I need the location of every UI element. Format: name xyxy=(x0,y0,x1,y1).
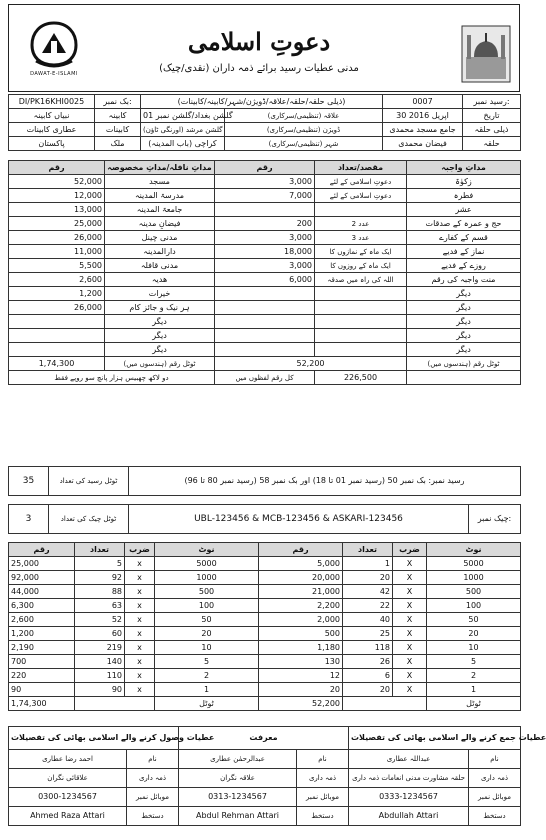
note-amount: 20,000 xyxy=(259,571,343,585)
donation-row xyxy=(9,217,521,231)
row-purpose: 3 عدد xyxy=(315,231,407,245)
note-amount: 2,600 xyxy=(9,613,75,627)
note-count: 5 xyxy=(75,557,125,571)
note-amount: 44,000 xyxy=(9,585,75,599)
notes-breakdown xyxy=(8,542,520,711)
row-amount-2 xyxy=(215,343,315,357)
witness-title: معرفت xyxy=(179,727,349,750)
note-count: 25 xyxy=(343,627,393,641)
notes-col-amount: رقم xyxy=(9,543,75,557)
info-cell: نبیاں کابینہ xyxy=(9,109,95,123)
notes-total-label: ٹوٹل xyxy=(427,697,521,711)
collector-mobile: 0333-1234567 xyxy=(349,788,469,807)
masjid-icon xyxy=(461,25,511,83)
notes-row xyxy=(9,613,521,627)
row-wajiba: حج و عمرہ کے صدقات xyxy=(407,217,521,231)
row-wajiba: زکوٰۃ xyxy=(407,175,521,189)
note-mult: x xyxy=(125,599,155,613)
signatures xyxy=(8,726,546,826)
note-count: 219 xyxy=(75,641,125,655)
row-purpose xyxy=(315,343,407,357)
note-count: 92 xyxy=(75,571,125,585)
row-amount: 1,200 xyxy=(9,287,105,301)
note-count: 1 xyxy=(343,557,393,571)
col-purpose: مقصد/تعداد xyxy=(315,161,407,175)
receipt-number-label: رسید نمبر: xyxy=(463,95,521,109)
note-denomination: 5 xyxy=(155,655,259,669)
notes-row xyxy=(9,599,521,613)
row-amount xyxy=(9,343,105,357)
row-amount-2: 3,000 xyxy=(215,231,315,245)
col-amount-2: رقم xyxy=(215,161,315,175)
notes-row xyxy=(9,557,521,571)
mobile-label: موبائل نمبر xyxy=(297,788,349,807)
dawat-e-islami-logo xyxy=(15,19,93,85)
note-mult: X xyxy=(393,683,427,697)
row-amount-2 xyxy=(215,315,315,329)
note-amount: 92,000 xyxy=(9,571,75,585)
donation-row xyxy=(9,343,521,357)
row-amount: 52,000 xyxy=(9,175,105,189)
note-count: 110 xyxy=(75,669,125,683)
note-denomination: 100 xyxy=(427,599,521,613)
note-count: 6 xyxy=(343,669,393,683)
row-amount: 12,000 xyxy=(9,189,105,203)
note-denomination: 1000 xyxy=(427,571,521,585)
note-denomination: 1000 xyxy=(155,571,259,585)
note-mult: x xyxy=(125,571,155,585)
note-count: 20 xyxy=(343,683,393,697)
note-denomination: 10 xyxy=(427,641,521,655)
row-wajiba: منت واجبہ کی رقم xyxy=(407,273,521,287)
info-label: تاریخ xyxy=(463,109,521,123)
note-amount: 5,000 xyxy=(259,557,343,571)
note-amount: 2,190 xyxy=(9,641,75,655)
receiver-name: احمد رضا عطاری xyxy=(9,750,127,769)
page-subtitle: مدنی عطیات رسید برائے ذمہ داران (نقدی/چیک) xyxy=(159,63,359,74)
note-amount: 6,300 xyxy=(9,599,75,613)
notes-row xyxy=(9,627,521,641)
info-cell: فیضان محمدی xyxy=(383,137,463,151)
sign-label: دستخط xyxy=(297,807,349,826)
note-mult: X xyxy=(393,585,427,599)
row-nafila: فیضانِ مدینہ xyxy=(105,217,215,231)
duty-label: ذمہ داری xyxy=(127,769,179,788)
row-wajiba: عشر xyxy=(407,203,521,217)
note-mult: x xyxy=(125,585,155,599)
receiver-mobile: 0300-1234567 xyxy=(9,788,127,807)
notes-row xyxy=(9,641,521,655)
note-count: 40 xyxy=(343,613,393,627)
duty-label: ذمہ داری xyxy=(297,769,349,788)
amount-in-words: دو لاکھ چھبیس ہزار پانچ سو روپے فقط xyxy=(9,371,215,385)
note-amount: 90 xyxy=(9,683,75,697)
receiver-duty: علاقائی نگران xyxy=(9,769,127,788)
note-denomination: 20 xyxy=(427,627,521,641)
receiver-title: عطیات وصول کرنے والے اسلامی بھائی کی تفصیلات xyxy=(9,727,179,750)
notes-row xyxy=(9,669,521,683)
notes-row xyxy=(9,585,521,599)
donation-row xyxy=(9,259,521,273)
total-right: 52,200 xyxy=(215,357,407,371)
row-purpose xyxy=(315,329,407,343)
words-label: کل رقم لفظوں میں xyxy=(215,371,315,385)
note-denomination: 20 xyxy=(155,627,259,641)
notes-col-amount: رقم xyxy=(259,543,343,557)
row-amount: 13,000 xyxy=(9,203,105,217)
collector-signature: Abdullah Attari xyxy=(349,807,469,826)
row-purpose xyxy=(315,203,407,217)
row-purpose: 2 عدد xyxy=(315,217,407,231)
notes-row xyxy=(9,655,521,669)
row-wajiba: دیگر xyxy=(407,315,521,329)
row-amount xyxy=(9,329,105,343)
note-mult: x xyxy=(125,557,155,571)
cheque-count-label: ٹوٹل چیک کی تعداد xyxy=(49,505,129,534)
note-denomination: 500 xyxy=(427,585,521,599)
note-denomination: 50 xyxy=(155,613,259,627)
book-number: DI/PK16KHI0025 xyxy=(9,95,95,109)
receipt-count: 35 xyxy=(9,467,49,496)
row-nafila: ھدیہ xyxy=(105,273,215,287)
info-label: ذیلی حلقہ xyxy=(463,123,521,137)
note-denomination: 5000 xyxy=(427,557,521,571)
row-amount: 11,000 xyxy=(9,245,105,259)
note-amount: 700 xyxy=(9,655,75,669)
donation-row xyxy=(9,231,521,245)
row-amount xyxy=(9,315,105,329)
witness-name: عبدالرحمٰن عطاری xyxy=(179,750,297,769)
row-nafila: مدنی قافلہ xyxy=(105,259,215,273)
header xyxy=(8,4,520,92)
info-label: علاقہ (تنظیمی/سرکاری) xyxy=(225,109,383,123)
row-nafila: جامعۃ المدینہ xyxy=(105,203,215,217)
donation-row xyxy=(9,175,521,189)
cheque-count-section xyxy=(8,504,520,534)
notes-col-count: تعداد xyxy=(343,543,393,557)
note-count: 140 xyxy=(75,655,125,669)
donation-row xyxy=(9,301,521,315)
note-amount: 12 xyxy=(259,669,343,683)
row-wajiba: دیگر xyxy=(407,329,521,343)
total-left-label: ٹوٹل رقم (ہندسوں میں) xyxy=(105,357,215,371)
info-cell: جامع مسجد محمدی xyxy=(383,123,463,137)
note-denomination: 2 xyxy=(427,669,521,683)
green-dome-image xyxy=(461,25,511,83)
note-count: 118 xyxy=(343,641,393,655)
donation-row xyxy=(9,329,521,343)
row-amount-2: 6,000 xyxy=(215,273,315,287)
logo-icon xyxy=(24,19,84,71)
info-cell: 30 اپریل 2016 xyxy=(383,109,463,123)
row-wajiba: نماز کے فدیے xyxy=(407,245,521,259)
note-mult: X xyxy=(393,571,427,585)
note-mult: X xyxy=(393,557,427,571)
row-nafila: مسجد xyxy=(105,175,215,189)
col-nafila: مداتِ نافلہ/مداتِ مخصوصہ xyxy=(105,161,215,175)
row-wajiba: فطرہ xyxy=(407,189,521,203)
row-purpose xyxy=(315,287,407,301)
note-denomination: 5 xyxy=(427,655,521,669)
row-nafila: مدنی چینل xyxy=(105,231,215,245)
info-cell: گلشن بغداد/گلشن نمبر 01 xyxy=(141,109,225,123)
note-mult: X xyxy=(393,599,427,613)
info-label: ملک xyxy=(95,137,141,151)
row-amount-2: 7,000 xyxy=(215,189,315,203)
note-count: 60 xyxy=(75,627,125,641)
collector-title: عطیات جمع کرنے والے اسلامی بھائی کی تفصیلات xyxy=(349,727,521,750)
info-label: حلقہ xyxy=(463,137,521,151)
notes-total-label: ٹوٹل xyxy=(155,697,259,711)
info-label: کابینات xyxy=(95,123,141,137)
donation-row xyxy=(9,245,521,259)
info-cell: پاکستان xyxy=(9,137,95,151)
row-nafila: مدرسۃ المدینہ xyxy=(105,189,215,203)
note-mult: x xyxy=(125,613,155,627)
row-purpose xyxy=(315,315,407,329)
row-amount-2: 3,000 xyxy=(215,259,315,273)
total-left: 1,74,300 xyxy=(9,357,105,371)
cheque-numbers: UBL-123456 & MCB-123456 & ASKARI-123456 xyxy=(129,505,469,534)
row-nafila: خیرات xyxy=(105,287,215,301)
note-count: 90 xyxy=(75,683,125,697)
row-amount-2: 3,000 xyxy=(215,175,315,189)
notes-col-count: تعداد xyxy=(75,543,125,557)
mobile-label: موبائل نمبر xyxy=(127,788,179,807)
mobile-label: موبائل نمبر xyxy=(469,788,521,807)
info-cell: گلشن مرشد (اورنگی ٹاؤن) xyxy=(141,123,225,137)
note-denomination: 50 xyxy=(427,613,521,627)
info-cell: عطاری کابینات xyxy=(9,123,95,137)
note-mult: X xyxy=(393,627,427,641)
note-amount: 1,200 xyxy=(9,627,75,641)
donation-row xyxy=(9,287,521,301)
note-denomination: 5000 xyxy=(155,557,259,571)
name-label: نام xyxy=(469,750,521,769)
donation-row xyxy=(9,315,521,329)
row-nafila: دارالمدینہ xyxy=(105,245,215,259)
note-amount: 2,200 xyxy=(259,599,343,613)
total-right-label: ٹوٹل رقم (ہندسوں میں) xyxy=(407,357,521,371)
row-purpose xyxy=(315,301,407,315)
receipt-page xyxy=(8,4,546,832)
row-wajiba: دیگر xyxy=(407,343,521,357)
note-mult: X xyxy=(393,613,427,627)
note-amount: 500 xyxy=(259,627,343,641)
info-label: شہر (تنظیمی/سرکاری) xyxy=(225,137,383,151)
row-amount: 5,500 xyxy=(9,259,105,273)
row-purpose: ایک ماہ کے نمازوں کا xyxy=(315,245,407,259)
row-wajiba: قسم کے کفارے xyxy=(407,231,521,245)
notes-col-mult: ضرب xyxy=(393,543,427,557)
note-count: 88 xyxy=(75,585,125,599)
witness-duty: علاقہ نگران xyxy=(179,769,297,788)
note-count: 22 xyxy=(343,599,393,613)
note-denomination: 500 xyxy=(155,585,259,599)
note-denomination: 1 xyxy=(155,683,259,697)
note-amount: 21,000 xyxy=(259,585,343,599)
note-count: 52 xyxy=(75,613,125,627)
notes-row xyxy=(9,683,521,697)
info-label: ڈویژن (تنظیمی/سرکاری) xyxy=(225,123,383,137)
sign-label: دستخط xyxy=(469,807,521,826)
name-label: نام xyxy=(297,750,349,769)
witness-signature: Abdul Rehman Attari xyxy=(179,807,297,826)
notes-col-note: نوٹ xyxy=(427,543,521,557)
notes-row xyxy=(9,571,521,585)
note-count: 63 xyxy=(75,599,125,613)
row-wajiba: دیگر xyxy=(407,287,521,301)
row-purpose: ایک ماہ کے روزوں کا xyxy=(315,259,407,273)
name-label: نام xyxy=(127,750,179,769)
book-number-label: بک نمبر: xyxy=(95,95,141,109)
info-cell: کراچی (باب المدینہ) xyxy=(141,137,225,151)
row-amount-2 xyxy=(215,329,315,343)
row-nafila: دیگر xyxy=(105,315,215,329)
row-amount: 25,000 xyxy=(9,217,105,231)
row-amount: 26,000 xyxy=(9,231,105,245)
row-amount-2 xyxy=(215,203,315,217)
row-purpose: دعوتِ اسلامی کے لئے xyxy=(315,189,407,203)
collector-name: عبداللہ عطاری xyxy=(349,750,469,769)
duty-label: ذمہ داری xyxy=(469,769,521,788)
note-denomination: 100 xyxy=(155,599,259,613)
note-amount: 20 xyxy=(259,683,343,697)
row-amount-2 xyxy=(215,301,315,315)
note-mult: x xyxy=(125,627,155,641)
level-text: (ذیلی حلقہ/حلقہ/علاقہ/ڈویژن/شہر/کابینہ/کابینات) xyxy=(141,95,383,109)
witness-mobile: 0313-1234567 xyxy=(179,788,297,807)
row-amount-2: 200 xyxy=(215,217,315,231)
note-amount: 2,000 xyxy=(259,613,343,627)
note-mult: x xyxy=(125,683,155,697)
notes-col-note: نوٹ xyxy=(155,543,259,557)
collector-duty: حلقہ مشاورت مدنی انعامات ذمہ داری xyxy=(349,769,469,788)
donation-row xyxy=(9,189,521,203)
row-amount: 2,600 xyxy=(9,273,105,287)
note-denomination: 2 xyxy=(155,669,259,683)
note-count: 26 xyxy=(343,655,393,669)
donation-row xyxy=(9,203,521,217)
note-amount: 130 xyxy=(259,655,343,669)
note-mult: x xyxy=(125,641,155,655)
receipt-number: 0007 xyxy=(383,95,463,109)
row-nafila: دیگر xyxy=(105,343,215,357)
notes-total-left: 1,74,300 xyxy=(9,697,75,711)
note-mult: X xyxy=(393,655,427,669)
cheque-numbers-label: چیک نمبر: xyxy=(469,505,521,534)
receiver-signature: Ahmed Raza Attari xyxy=(9,807,127,826)
row-purpose: اللہ کی راہ میں صدقہ xyxy=(315,273,407,287)
receipt-count-label: ٹوٹل رسید کی تعداد xyxy=(49,467,129,496)
note-mult: X xyxy=(393,669,427,683)
note-count: 20 xyxy=(343,571,393,585)
row-wajiba: روزے کے فدیے xyxy=(407,259,521,273)
note-amount: 1,180 xyxy=(259,641,343,655)
notes-total-right: 52,200 xyxy=(259,697,343,711)
donation-row xyxy=(9,273,521,287)
row-wajiba: دیگر xyxy=(407,301,521,315)
page-title: دعوتِ اسلامی xyxy=(187,27,331,56)
receipt-count-section xyxy=(8,466,520,496)
sign-label: دستخط xyxy=(127,807,179,826)
col-wajiba: مداتِ واجبہ xyxy=(407,161,521,175)
notes-col-mult: ضرب xyxy=(125,543,155,557)
note-amount: 25,000 xyxy=(9,557,75,571)
grand-total: 226,500 xyxy=(315,371,407,385)
row-nafila: ہر نیک و جائز کام xyxy=(105,301,215,315)
col-amount: رقم xyxy=(9,161,105,175)
note-denomination: 1 xyxy=(427,683,521,697)
receipt-range: رسید نمبر: بک نمبر 50 (رسید نمبر 01 تا 18) اور بک نمبر 58 (رسید نمبر 80 تا 96) xyxy=(129,467,521,496)
note-mult: x xyxy=(125,655,155,669)
note-mult: x xyxy=(125,669,155,683)
note-count: 42 xyxy=(343,585,393,599)
receipt-info xyxy=(8,94,520,151)
note-amount: 220 xyxy=(9,669,75,683)
row-amount: 26,000 xyxy=(9,301,105,315)
cheque-count: 3 xyxy=(9,505,49,534)
row-amount-2 xyxy=(215,287,315,301)
row-nafila: دیگر xyxy=(105,329,215,343)
row-purpose: دعوتِ اسلامی کے لئے xyxy=(315,175,407,189)
note-denomination: 10 xyxy=(155,641,259,655)
donation-table xyxy=(8,160,520,385)
logo-caption: DAWAT-E-ISLAMI xyxy=(30,71,78,77)
note-mult: X xyxy=(393,641,427,655)
row-amount-2: 18,000 xyxy=(215,245,315,259)
info-label: کابینہ xyxy=(95,109,141,123)
